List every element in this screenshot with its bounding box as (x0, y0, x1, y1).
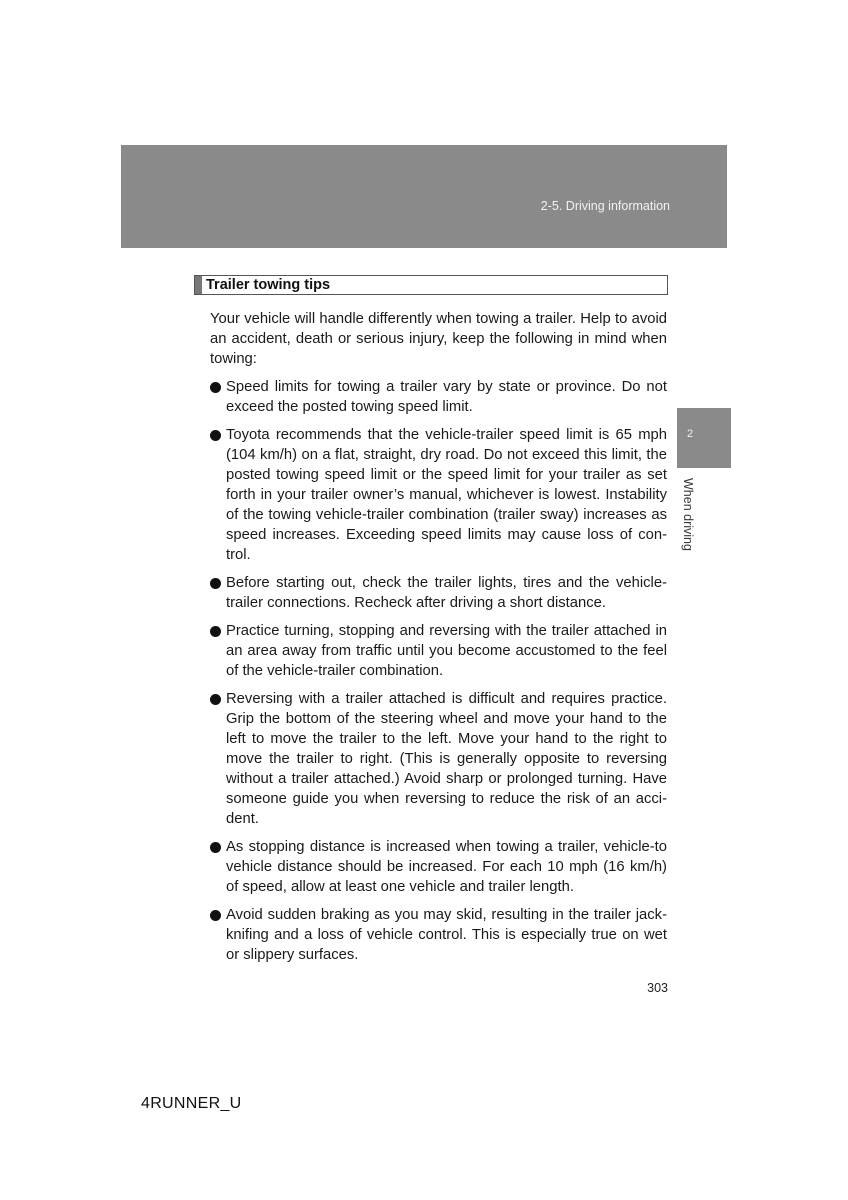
tip-item-pre-check (210, 573, 667, 613)
bullet-icon (210, 694, 221, 705)
bullet-icon (210, 578, 221, 589)
tip-text: Before starting out, check the trailer lights, tires and the vehicle-trailer connections. Recheck after driving a short distance. (226, 575, 667, 611)
tip-item-practice (210, 621, 667, 681)
section-label: 2-5. Driving information (540, 199, 670, 213)
model-code: 4RUNNER_U (141, 1095, 242, 1112)
tip-text: Toyota recommends that the vehicle-trailer speed limit is 65 mph (104 km/h) on a flat, straight, dry road. Do not exceed this limit, the posted towing speed limit or the speed limit for your trailer as set forth in your trailer owner’s manual, whichever is lowest. Instability of the towing vehicle-trailer combination (trailer sway) increases as speed increases. Exceeding speed limits may cause loss of control. (226, 427, 667, 563)
tip-item-reversing (210, 689, 667, 829)
tip-text: Practice turning, stopping and reversing with the trailer attached in an area away from traffic until you become accustomed to the feel of the vehicle-trailer combination. (226, 623, 667, 679)
tips-list (210, 377, 667, 965)
intro-paragraph: Your vehicle will handle differently when towing a trailer. Help to avoid an accident, death or serious injury, keep the following in mind when towing: (210, 311, 667, 367)
chapter-label: When driving (681, 478, 695, 551)
tip-item-sudden-braking (210, 905, 667, 965)
tip-text: Speed limits for towing a trailer vary by state or province. Do not exceed the posted towing speed limit. (226, 379, 667, 415)
tip-text: As stopping distance is increased when towing a trailer, vehicle-to vehicle distance should be increased. For each 10 mph (16 km/h) of speed, allow at least one vehicle and trailer length. (226, 839, 667, 895)
section-title: Trailer towing tips (206, 277, 331, 293)
tip-text: Reversing with a trailer attached is difficult and requires practice. Grip the bottom of the steering wheel and move your hand to the left to move the trailer to the left. Move your hand to the right to move the trailer to right. (This is generally opposite to reversing without a trailer attached.) Avoid sharp or prolonged turning. Have someone guide you when reversing to reduce the risk of an accident. (226, 691, 667, 827)
bullet-icon (210, 842, 221, 853)
bullet-icon (210, 910, 221, 921)
bullet-icon (210, 626, 221, 637)
tip-item-stopping-distance (210, 837, 667, 897)
section-title-box (194, 275, 668, 295)
bullet-icon (210, 430, 221, 441)
page-number: 303 (647, 981, 668, 995)
tip-text: Avoid sudden braking as you may skid, resulting in the trailer jackknifing and a loss of vehicle control. This is especially true on wet or slippery surfaces. (226, 907, 667, 963)
tip-item-recommended-speed (210, 425, 667, 565)
section-header-band (121, 145, 727, 248)
page-content (210, 309, 667, 973)
bullet-icon (210, 382, 221, 393)
chapter-tab (677, 408, 731, 468)
chapter-number: 2 (687, 428, 694, 440)
tip-item-speed-limits (210, 377, 667, 417)
title-marker (195, 276, 202, 294)
